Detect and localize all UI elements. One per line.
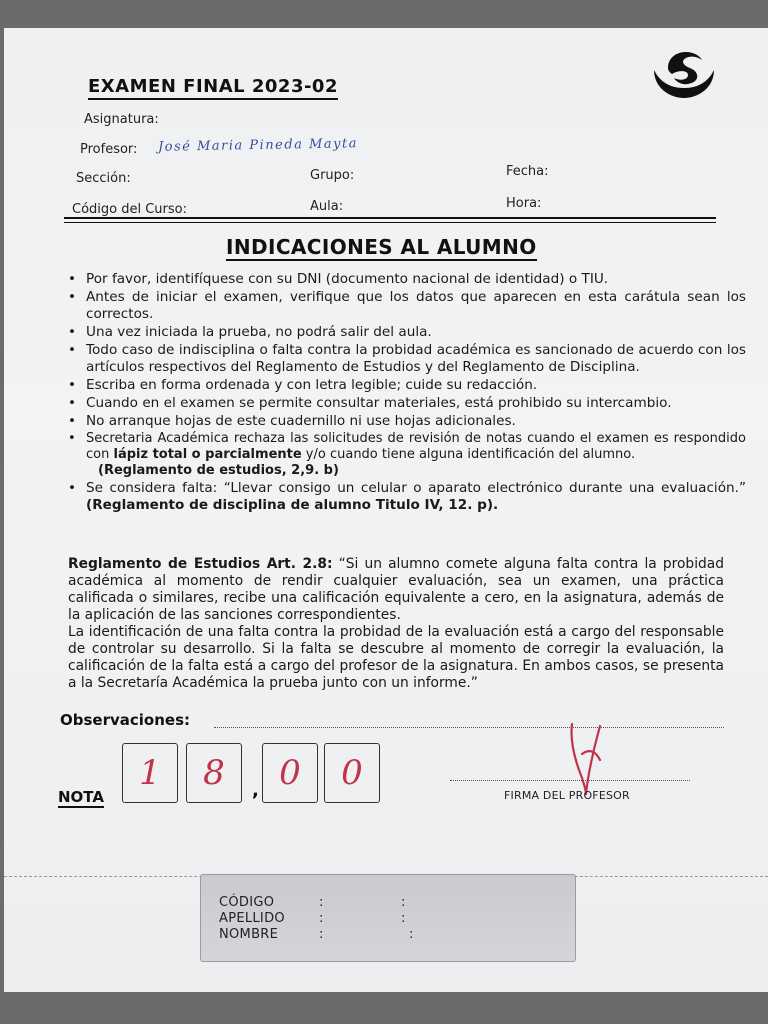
header-divider-bottom [64,222,716,223]
codigo-label: CÓDIGO [219,895,275,910]
asignatura-label: Asignatura: [84,112,159,127]
hora-label: Hora: [506,196,542,211]
nota-digit-box: 0 [324,743,380,803]
nombre-label: NOMBRE [219,927,279,942]
nota-comma: , [252,780,259,801]
exam-cover-sheet [4,28,768,992]
student-info-box [200,874,576,962]
observaciones-label: Observaciones: [60,711,191,729]
nota-digit-box: 0 [262,743,318,803]
profesor-label: Profesor: [80,142,138,157]
list-item: • Escriba en forma ordenada y con letra legible; cuide su redacción. [66,377,746,394]
fecha-label: Fecha: [506,164,549,179]
revision-text-post: y/o cuando tiene alguna identificación del alumno. [301,447,636,462]
codigo-colon-2: : [401,895,406,910]
header-divider-top [64,217,716,219]
falta-text: Se considera falta: “Llevar consigo un celular o aparato electrónico durante una evaluación.” [86,480,746,496]
nombre-colon-2: : [409,927,414,942]
codigo-colon: : [319,895,324,910]
signature-line [450,780,690,781]
firma-profesor-label: FIRMA DEL PROFESOR [504,789,630,802]
reglamento-text-2: La identificación de una falta contra la probidad de la evaluación está a cargo del responsable de controlar su desarrollo. Si la falta se descubre al momento de corregir la evaluación, la calificación de la falta está a cargo del profesor de la asignatura. En ambos casos, se presenta a la Secretaría Académica la prueba junto con un informe.” [68,624,724,691]
falta-reference: (Reglamento de disciplina de alumno Titulo IV, 12. p). [86,497,499,513]
list-item: • Todo caso de indisciplina o falta contra la probidad académica es sancionado de acuerdo con los artículos respectivos del Reglamento de Estudios y del Reglamento de Disciplina. [66,342,746,376]
profesor-handwritten-name: José Maria Pineda Mayta [157,136,359,155]
observaciones-line [214,727,724,728]
nota-label: NOTA [58,788,104,806]
university-logo [648,48,720,100]
nota-digit-box: 8 [186,743,242,803]
aula-label: Aula: [310,199,344,214]
indicaciones-title: INDICACIONES AL ALUMNO [226,235,537,259]
list-item: • Cuando en el examen se permite consultar materiales, está prohibido su intercambio. [66,395,746,412]
professor-signature [560,718,610,798]
apellido-colon-2: : [401,911,406,926]
reglamento-paragraph [68,556,724,692]
exam-title: EXAMEN FINAL 2023-02 [88,76,338,100]
seccion-label: Sección: [76,171,131,186]
apellido-colon: : [319,911,324,926]
reglamento-text-1: “Si un alumno comete alguna falta contra la probidad académica al momento de rendir cualquier evaluación, sea un examen, una práctica calificada o similares, recibe una calificación equivalente a cero, en la asignatura, además de la aplicación de las sanciones correspondientes. [68,556,724,623]
list-item: • Por favor, identifíquese con su DNI (documento nacional de identidad) o TIU. [66,271,746,288]
grupo-label: Grupo: [310,168,355,183]
codigo-curso-label: Código del Curso: [72,202,187,217]
revision-text-pre: Secretaria Académica rechaza las solicitudes de revisión de notas cuando el examen es respondido con [86,431,746,462]
apellido-label: APELLIDO [219,911,285,926]
list-item: • No arranque hojas de este cuadernillo ni use hojas adicionales. [66,413,746,430]
revision-text-bold: lápiz total o parcialmente [113,447,302,462]
nombre-colon: : [319,927,324,942]
list-item: • Una vez iniciada la prueba, no podrá salir del aula. [66,324,746,341]
list-item: • Antes de iniciar el examen, verifique que los datos que aparecen en esta carátula sean los correctos. [66,289,746,323]
nota-digit-box: 1 [122,743,178,803]
reglamento-heading: Reglamento de Estudios Art. 2.8: [68,556,333,572]
list-item-falta [66,480,746,514]
list-item-revision [66,431,746,479]
revision-reference: (Reglamento de estudios, 2,9. b) [98,463,339,478]
indicaciones-list [66,271,746,515]
